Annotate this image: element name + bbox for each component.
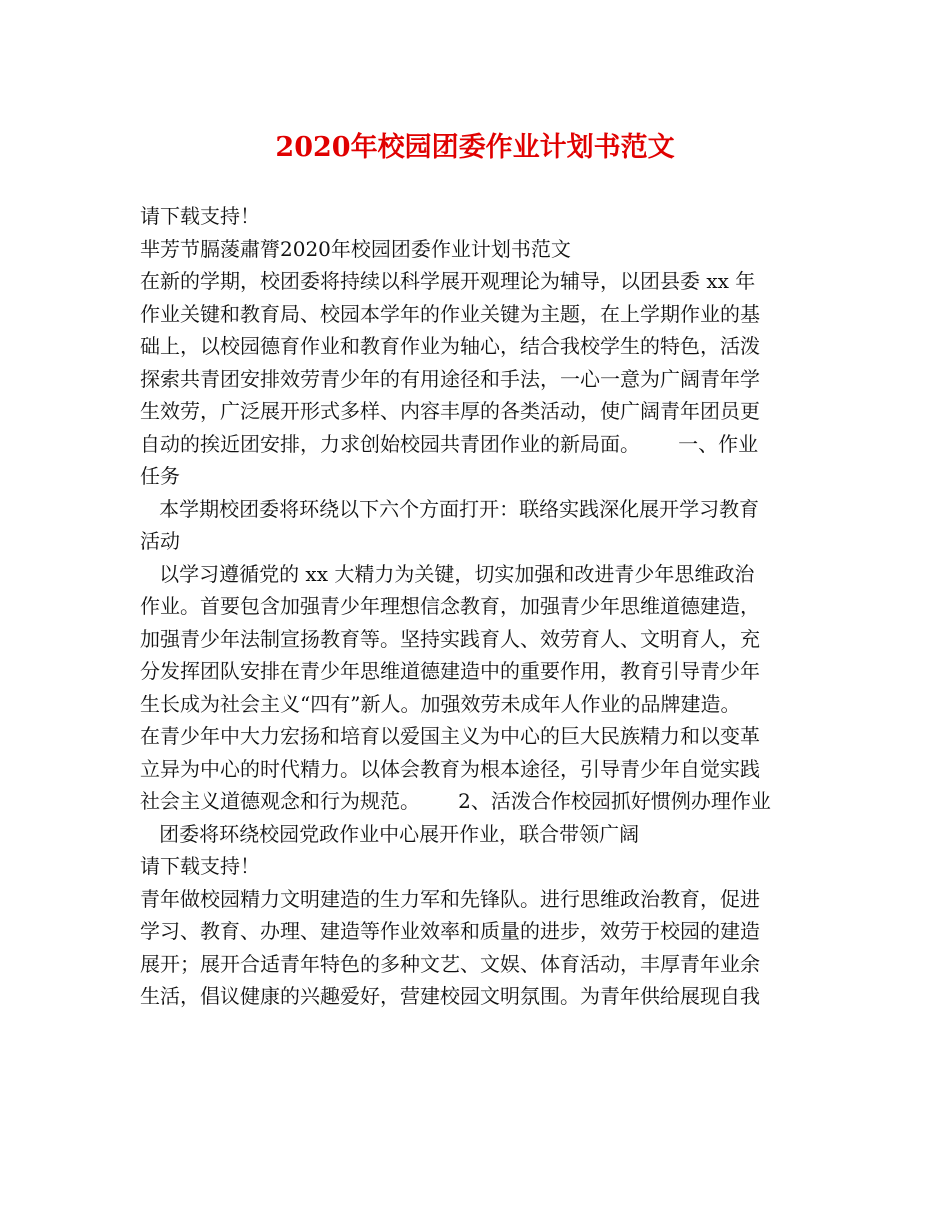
text-line: 请下载支持！ [140, 854, 260, 878]
text-line: 展开；展开合适青年特色的多种文艺、文娱、体育活动，丰厚青年业余 [140, 951, 760, 976]
text-line: 在新的学期，校团委将持续以科学展开观理论为辅导，以团县委 xx 年 [140, 269, 756, 293]
text-line: 作业关键和教育局、校园本学年的作业关键为主题，在上学期作业的基 [140, 301, 760, 326]
text-line: 生长成为社会主义“四有”新人。加强效劳未成年人作业的品牌建造。 [140, 691, 741, 716]
text-line: 础上，以校园德育作业和教育作业为轴心，结合我校学生的特色，活泼 [140, 334, 760, 358]
text-line: 团委将环绕校园党政作业中心展开作业，联合带领广阔 [140, 821, 640, 846]
text-line: 生效劳，广泛展开形式多样、内容丰厚的各类活动，使广阔青年团员更 [140, 399, 760, 423]
document-title: 2020年校园团委作业计划书范文 [275, 132, 675, 163]
text-line: 学习、教育、办理、建造等作业效率和质量的进步，效劳于校园的建造 [140, 919, 760, 943]
text-line: 分发挥团队安排在青少年思维道德建造中的重要作用，教育引导青少年 [140, 659, 760, 683]
text-line: 自动的挨近团安排，力求创始校园共青团作业的新局面。 一、作业 [140, 431, 759, 456]
text-line: 任务 [140, 464, 180, 488]
text-line: 以学习遵循党的 xx 大精力为关键，切实加强和改进青少年思维政治 [140, 561, 755, 586]
text-line: 社会主义道德观念和行为规范。 2、活泼合作校园抓好惯例办理作业 [140, 789, 771, 813]
text-line: 活动 [140, 529, 180, 553]
text-line: 本学期校团委将环绕以下六个方面打开：联络实践深化展开学习教育 [140, 496, 760, 521]
text-line: 芈芳节膈蔆肅膂2020年校园团委作业计划书范文 [140, 236, 571, 261]
text-line: 请下载支持！ [140, 204, 260, 228]
document-body [140, 200, 812, 1013]
text-line: 探索共青团安排效劳青少年的有用途径和手法，一心一意为广阔青年学 [140, 366, 760, 391]
text-line: 作业。首要包含加强青少年理想信念教育，加强青少年思维道德建造， [140, 594, 760, 618]
text-line: 在青少年中大力宏扬和培育以爱国主义为中心的巨大民族精力和以变革 [140, 724, 760, 748]
text-line: 生活，倡议健康的兴趣爱好，营建校园文明氛围。为青年供给展现自我 [140, 984, 760, 1008]
text-line: 青年做校园精力文明建造的生力军和先锋队。进行思维政治教育，促进 [140, 886, 760, 911]
text-line: 加强青少年法制宣扬教育等。坚持实践育人、效劳育人、文明育人，充 [140, 626, 760, 651]
text-line: 立异为中心的时代精力。以体会教育为根本途径，引导青少年自觉实践 [140, 756, 760, 781]
